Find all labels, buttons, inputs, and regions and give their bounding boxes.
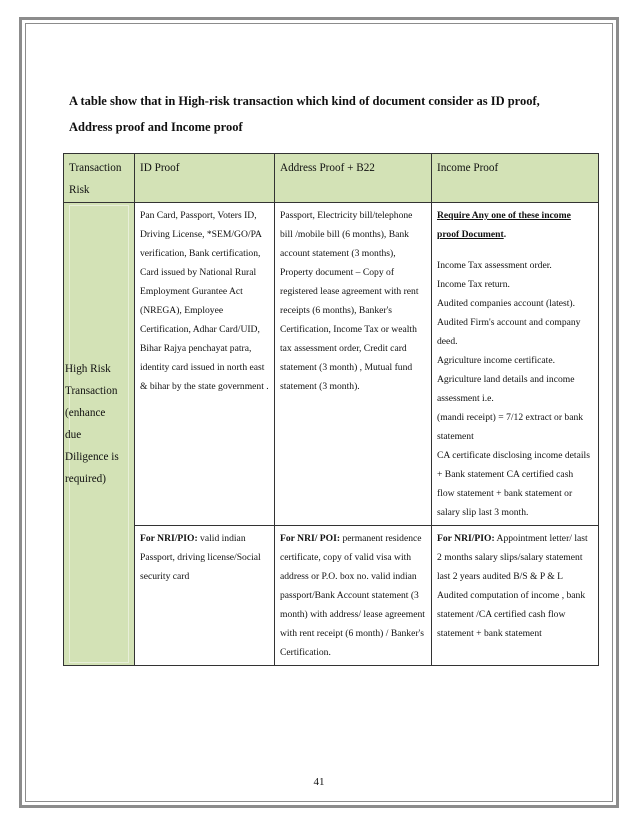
nri-id-text: valid indian Passport, driving license/Social security card [140,533,261,582]
risk-line: required) [65,473,106,485]
address-proof-cell [275,203,432,526]
nri-address-text: permanent residence certificate, copy of valid visa with address or P.O. box no. valid indian passport/Bank Account statement (3 month) with address/ lease agreement with rent receipt (6 month) / Banker's Certification. [280,533,425,658]
nri-address-proof-cell [275,526,432,666]
risk-cell [64,203,135,666]
income-item: Audited Firm's account and company deed. [437,317,581,347]
heading-line-2: Address proof and Income proof [69,120,243,134]
header-income-proof: Income Proof [432,154,599,203]
address-proof-text: Passport, Electricity bill/telephone bill /mobile bill (6 months), Bank account statement (3 months), Property document – Copy of registered lease agreement with rent receipts (6 months), Banker's Certification, Income Tax or wealth tax assessment order, Credit card statement (3 month) , Mutual fund statement (3 month). [280,210,419,392]
risk-line: due [65,429,82,441]
income-item: Income Tax return. [437,279,510,290]
risk-line: Diligence is [65,451,119,463]
risk-line: Transaction [65,385,118,397]
nri-id-proof-cell [135,526,275,666]
income-item: Audited companies account (latest). [437,298,575,309]
table-header-row [64,154,599,203]
income-item: Agriculture income certificate. [437,355,555,366]
income-item: CA certificate disclosing income details + Bank statement CA certified cash flow statement + bank statement or salary slip last 3 month. [437,450,590,518]
nri-income-label: For NRI/PIO: [437,533,495,544]
nri-income-text: Appointment letter/ last 2 months salary slips/salary statement last 2 years audited B/S & P & L Audited computation of income , bank statement /CA certified cash flow statement + bank statement [437,533,588,639]
id-proof-text: Pan Card, Passport, Voters ID, Driving License, *SEM/GO/PA verification, Bank certification, Card issued by National Rural Employment Gurantee Act (NREGA), Employee Certification, Adhar Card/UID, Bihar Rajya penchayat patra, identity card issued in north east & bihar by the state government . [140,210,269,392]
header-address-proof: Address Proof + B22 [275,154,432,203]
income-proof-title: Require Any one of these income proof Document. [437,210,571,240]
income-item: Income Tax assessment order. [437,260,552,271]
nri-id-label: For NRI/PIO: [140,533,198,544]
table-row [64,526,599,666]
page-number: 41 [313,776,325,788]
document-heading [69,88,579,140]
income-item: (mandi receipt) = 7/12 extract or bank statement [437,412,584,442]
income-proof-cell [432,203,599,526]
risk-label [65,358,119,490]
risk-line: (enhance [65,407,106,419]
income-item: Agriculture land details and income assessment i.e. [437,374,575,404]
id-proof-cell [135,203,275,526]
header-id-proof: ID Proof [135,154,275,203]
heading-line-1: A table show that in High-risk transaction which kind of document consider as ID proof, [69,94,540,108]
nri-address-label: For NRI/ POI: [280,533,341,544]
nri-income-proof-cell [432,526,599,666]
header-transaction-risk: Transaction Risk [64,154,135,203]
table-row [64,203,599,526]
document-table [63,153,599,666]
risk-line: High Risk [65,363,111,375]
